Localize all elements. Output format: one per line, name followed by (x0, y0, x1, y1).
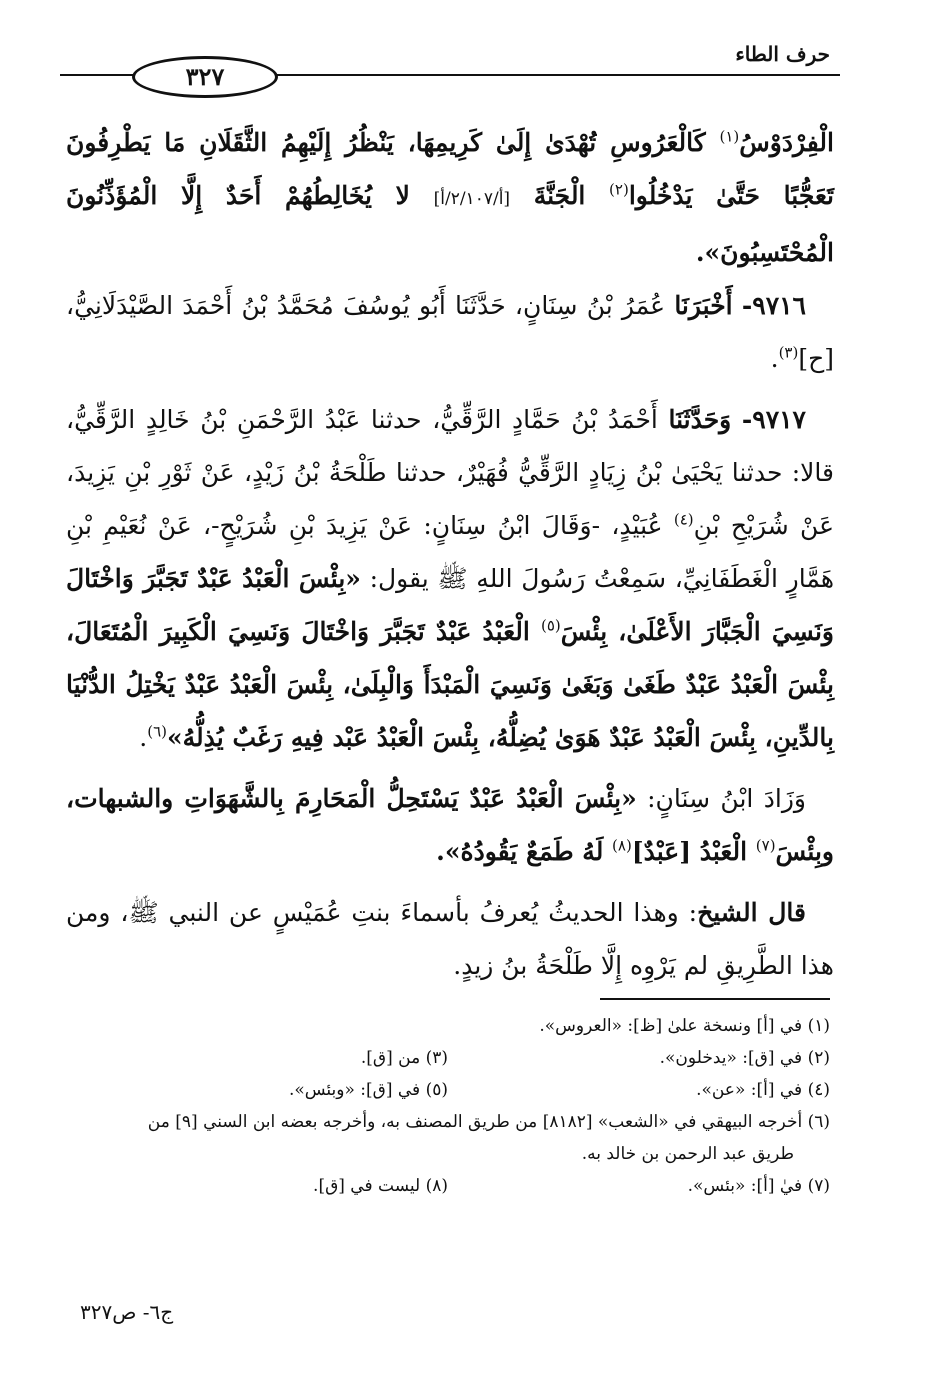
hadith-number: ٩٧١٧- (741, 405, 806, 434)
footnote-marker: (١) (719, 127, 740, 146)
footnote-6 (66, 1106, 830, 1170)
isnad-text: عُبَيْدٍ، -وَقَالَ ابْنُ سِنَانٍ: عَنْ يَزِيدَ بْنِ شُرَيْحٍ-، عَنْ نُعَيْمِ بْنِ هَمَّارٍ الْغَطَفَانِيِّ، سَمِعْتُ رَسُولَ اللهِ ﷺ يقول: (66, 511, 834, 593)
matn-text: «بِئْسَ الْعَبْدُ عَبْدٌ يَسْتَحِلُّ الْمَحَارِمَ بِالشَّهَوَاتِ والشبهات، وبِئْسَ (66, 784, 834, 866)
footnote-separator (600, 998, 830, 1000)
main-text (66, 116, 834, 992)
chapter-title: حرف الطاء (735, 42, 830, 66)
transmission-word: أَخْبَرَنَا (674, 291, 733, 320)
footnote-1: (١) في [أ] ونسخة علىٰ [ظ]: «العروس». (539, 1016, 830, 1036)
footnote-2: (٢) في [ق]: «يدخلون». (659, 1048, 830, 1068)
isnad-text: أَحْمَدُ بْنُ حَمَّادٍ الرَّقِّيُّ، حدثنا عَبْدُ الرَّحْمَنِ بْنُ خَالِدٍ الرَّقِّيُّ، قالا: حدثنا يَحْيَىٰ بْنُ زِيَادٍ الرَّقِّيُّ فُهَيْرٌ، حدثنا طَلْحَةُ بْنُ زَيْدٍ، عَنْ ثَوْرِ بْنِ يَزِيدَ، عَنْ شُرَيْحِ بْنِ (66, 405, 834, 540)
footnote-3: (٣) من [ق]. (360, 1048, 448, 1068)
footnote-row (66, 1170, 830, 1202)
footnote-6-line: طريق عبد الرحمن بن خالد به. (581, 1144, 794, 1164)
matn-text: لا يُخَالِطُهُمْ أَحَدٌ إِلَّا الْمُؤَذِّنُونَ الْمُحْتَسِبُونَ». (66, 181, 834, 267)
matn-text: «بِئْسَ الْعَبْدُ عَبْدٌ تَجَبَّرَ وَاخْتَالَ وَنَسِيَ الْجَبَّارَ الأَعْلَىٰ، بِئْسَ (66, 564, 834, 646)
hadith-9716 (66, 279, 834, 385)
addition-paragraph (66, 772, 834, 878)
footnote-row (66, 1074, 830, 1106)
transmission-word: وَحَدَّثَنَا (668, 405, 732, 434)
matn-text: الْفِرْدَوْسُ (739, 128, 834, 157)
punctuation: . (770, 344, 779, 373)
punctuation: . (139, 723, 148, 752)
footnote-8: (٨) ليست في [ق]. (313, 1176, 448, 1196)
matn-text: الْعَبْدُ [عَبْدٌ] (631, 837, 756, 866)
shaykh-comment (66, 886, 834, 992)
isnad-text: عُمَرُ بْنُ سِنَانٍ، حَدَّثَنَا أَبُو يُوسُفَ مُحَمَّدُ بْنُ أَحْمَدَ الصَّيْدَلَانِيُّ، [ح] (66, 291, 834, 373)
footnote-row (66, 1042, 830, 1074)
footnote-marker: (٢) (609, 180, 629, 199)
paragraph-continuation (66, 116, 834, 279)
page-header (60, 30, 840, 100)
matn-text: لَهُ طَمَعٌ يَقُودُهُ». (436, 837, 613, 866)
footnotes (66, 1010, 830, 1202)
footnote-marker: (٤) (673, 510, 694, 529)
page-number: ٣٢٧ (132, 56, 278, 98)
hadith-9717 (66, 393, 834, 764)
folio-marker: ج٦- ص٣٢٧ (80, 1300, 174, 1324)
footnote-marker: (٥) (541, 616, 561, 635)
footnote-marker: (٧) (755, 836, 776, 855)
matn-text: الْعَبْدُ عَبْدٌ تَجَبَّرَ وَاخْتَالَ وَنَسِيَ الْكَبِيرَ الْمُتَعَالَ، بِئْسَ الْعَبْدُ عَبْدٌ طَغَىٰ وَبَغَىٰ وَنَسِيَ الْمَبْدَأَ وَالْبِلَىٰ، بِئْسَ الْعَبْدُ عَبْدٌ يَخْتِلُ الدُّنْيَا بِالدِّينِ، بِئْسَ الْعَبْدُ عَبْدٌ هَوَىٰ يُضِلُّهُ، بِئْسَ الْعَبْدُ عَبْد فِيهِ رَغَبٌ يُذِلُّهُ» (66, 617, 834, 752)
footnote-6-line: (٦) أخرجه البيهقي في «الشعب» [٨١٨٢] من طريق المصنف به، وأخرجه بعضه ابن السني [٩] من (147, 1112, 830, 1132)
manuscript-reference: [أ/٢/١٠٧/أ] (433, 189, 511, 209)
footnote-marker: (٦) (147, 722, 168, 741)
matn-text: الْجَنَّةَ (510, 181, 610, 210)
footnote-7: (٧) فيٰ [أ]: «بئس». (687, 1176, 830, 1196)
page (60, 30, 840, 1350)
footnote-row (66, 1010, 830, 1042)
comment-text: : وهذا الحديثُ يُعرفُ بأسماءَ بنتِ عُمَيْسٍ عن النبي ﷺ، ومن هذا الطَّرِيقِ لم يَرْوِه إِلَّا طَلْحَةُ بنُ زيدٍ. (66, 898, 834, 980)
footnote-marker: (٨) (612, 836, 632, 855)
shaykh-label: قال الشيخ (697, 898, 806, 927)
narrator-text: وَزَادَ ابْنُ سِنَانٍ: (636, 784, 806, 813)
footnote-5: (٥) في [ق]: «وبئس». (288, 1080, 448, 1100)
footnote-marker: (٣) (778, 343, 799, 362)
footnote-4: (٤) في [أ]: «عن». (696, 1080, 830, 1100)
matn-text: كَالْعَرُوسِ تُهْدَىٰ إِلَىٰ كَرِيمِهَا، يَنْظُرُ إِلَيْهِمُ الثَّقَلَانِ مَا يَطْرِفُونَ تَعَجُّبًا حَتَّىٰ يَدْخُلُوا (66, 128, 834, 210)
hadith-number: ٩٧١٦- (741, 291, 806, 320)
